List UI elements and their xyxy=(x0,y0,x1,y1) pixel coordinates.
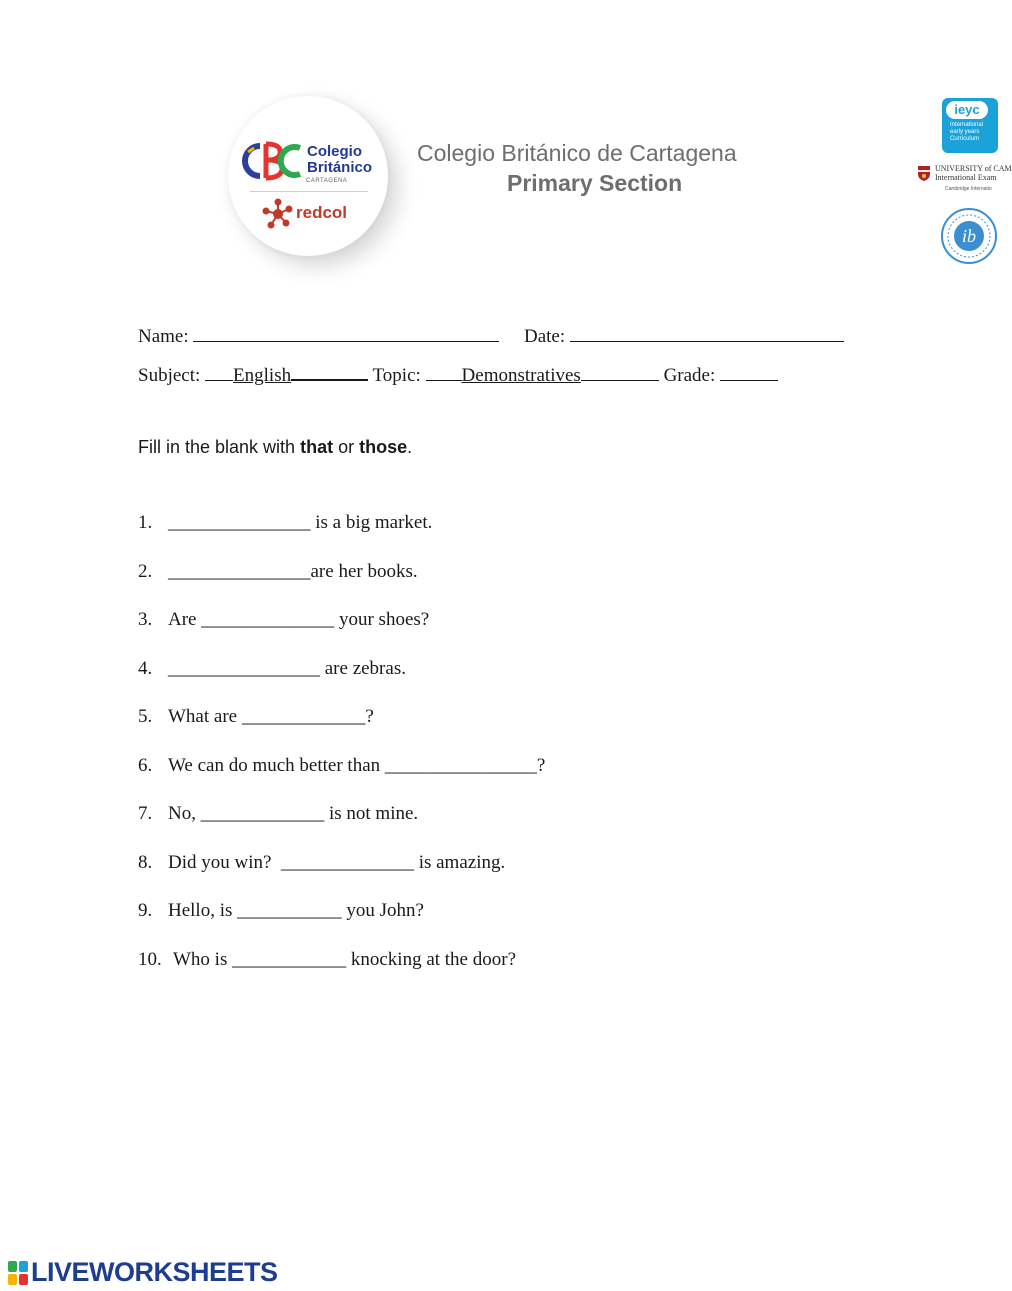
subject-label: Subject: xyxy=(138,365,201,386)
question-4: 4. ________________ are zebras. xyxy=(138,658,406,679)
subject-blank-pre xyxy=(205,364,233,381)
name-blank[interactable] xyxy=(193,325,499,342)
school-logo-name: Colegio Británico xyxy=(307,143,373,176)
question-3: 3. Are ______________ your shoes? xyxy=(138,609,430,630)
instruction-word-that: that xyxy=(300,437,334,457)
question-8: 8. Did you win? ______________ is amazing. xyxy=(138,852,506,873)
question-1: 1. _______________ is a big market. xyxy=(138,512,433,533)
ieyc-logo xyxy=(942,98,998,153)
topic-value: Demonstratives xyxy=(461,365,581,386)
answer-blank-9[interactable]: ___________ xyxy=(237,900,342,921)
question-6: 6. We can do much better than ________________? xyxy=(138,755,546,776)
name-label: Name: xyxy=(138,326,189,347)
answer-blank-6[interactable]: ________________ xyxy=(384,755,537,776)
ieyc-title: ieyc xyxy=(946,101,988,119)
subject-blank-post xyxy=(291,363,368,381)
question-7: 7. No, _____________ is not mine. xyxy=(138,803,419,824)
school-logo-city: CARTAGENA xyxy=(306,178,348,184)
ib-mark: ib xyxy=(961,226,977,246)
answer-blank-8[interactable]: ______________ xyxy=(280,852,414,873)
school-name: Colegio Británico de Cartagena xyxy=(417,140,737,166)
cambridge-logo-sub: Cambridge Internatio xyxy=(945,186,992,192)
subject-row xyxy=(138,363,778,387)
cbc-logo-icon xyxy=(240,138,304,184)
question-10: 10. Who is ____________ knocking at the door? xyxy=(138,949,517,970)
answer-blank-7[interactable]: _____________ xyxy=(200,803,325,824)
answer-blank-5[interactable]: _____________ xyxy=(241,706,366,727)
date-label: Date: xyxy=(524,326,566,347)
date-blank[interactable] xyxy=(570,325,844,342)
topic-blank-pre xyxy=(426,364,462,381)
instruction: Fill in the blank with that or those. xyxy=(138,437,413,457)
cambridge-shield-icon xyxy=(917,165,931,182)
question-5: 5. What are _____________? xyxy=(138,706,374,727)
topic-label: Topic: xyxy=(372,365,421,386)
answer-blank-10[interactable]: ____________ xyxy=(232,949,347,970)
answer-blank-2[interactable]: _______________ xyxy=(168,561,311,582)
redcol-logo-icon xyxy=(262,198,294,230)
grade-label: Grade: xyxy=(663,365,716,386)
answer-blank-3[interactable]: ______________ xyxy=(201,609,335,630)
school-section: Primary Section xyxy=(507,170,683,196)
question-2: 2. _______________are her books. xyxy=(138,561,418,582)
date-row xyxy=(524,325,844,348)
ieyc-lines: International early years Curriculum xyxy=(950,122,984,142)
grade-blank[interactable] xyxy=(720,364,778,381)
name-row xyxy=(138,325,499,348)
instruction-word-those: those xyxy=(359,437,408,457)
subject-value: English xyxy=(233,365,292,386)
cambridge-logo-text: UNIVERSITY of CAM International Exam xyxy=(935,164,1012,182)
redcol-logo-text: redcol xyxy=(296,203,348,222)
answer-blank-1[interactable]: _______________ xyxy=(168,512,311,533)
question-9: 9. Hello, is ___________ you John? xyxy=(138,900,424,921)
liveworksheets-icon xyxy=(8,1261,28,1285)
liveworksheets-brand[interactable]: LIVEWORKSHEETS xyxy=(31,1257,278,1287)
topic-blank-post xyxy=(581,364,659,381)
ib-logo-icon xyxy=(940,207,998,265)
answer-blank-4[interactable]: ________________ xyxy=(168,658,320,679)
logo-divider xyxy=(250,191,368,192)
